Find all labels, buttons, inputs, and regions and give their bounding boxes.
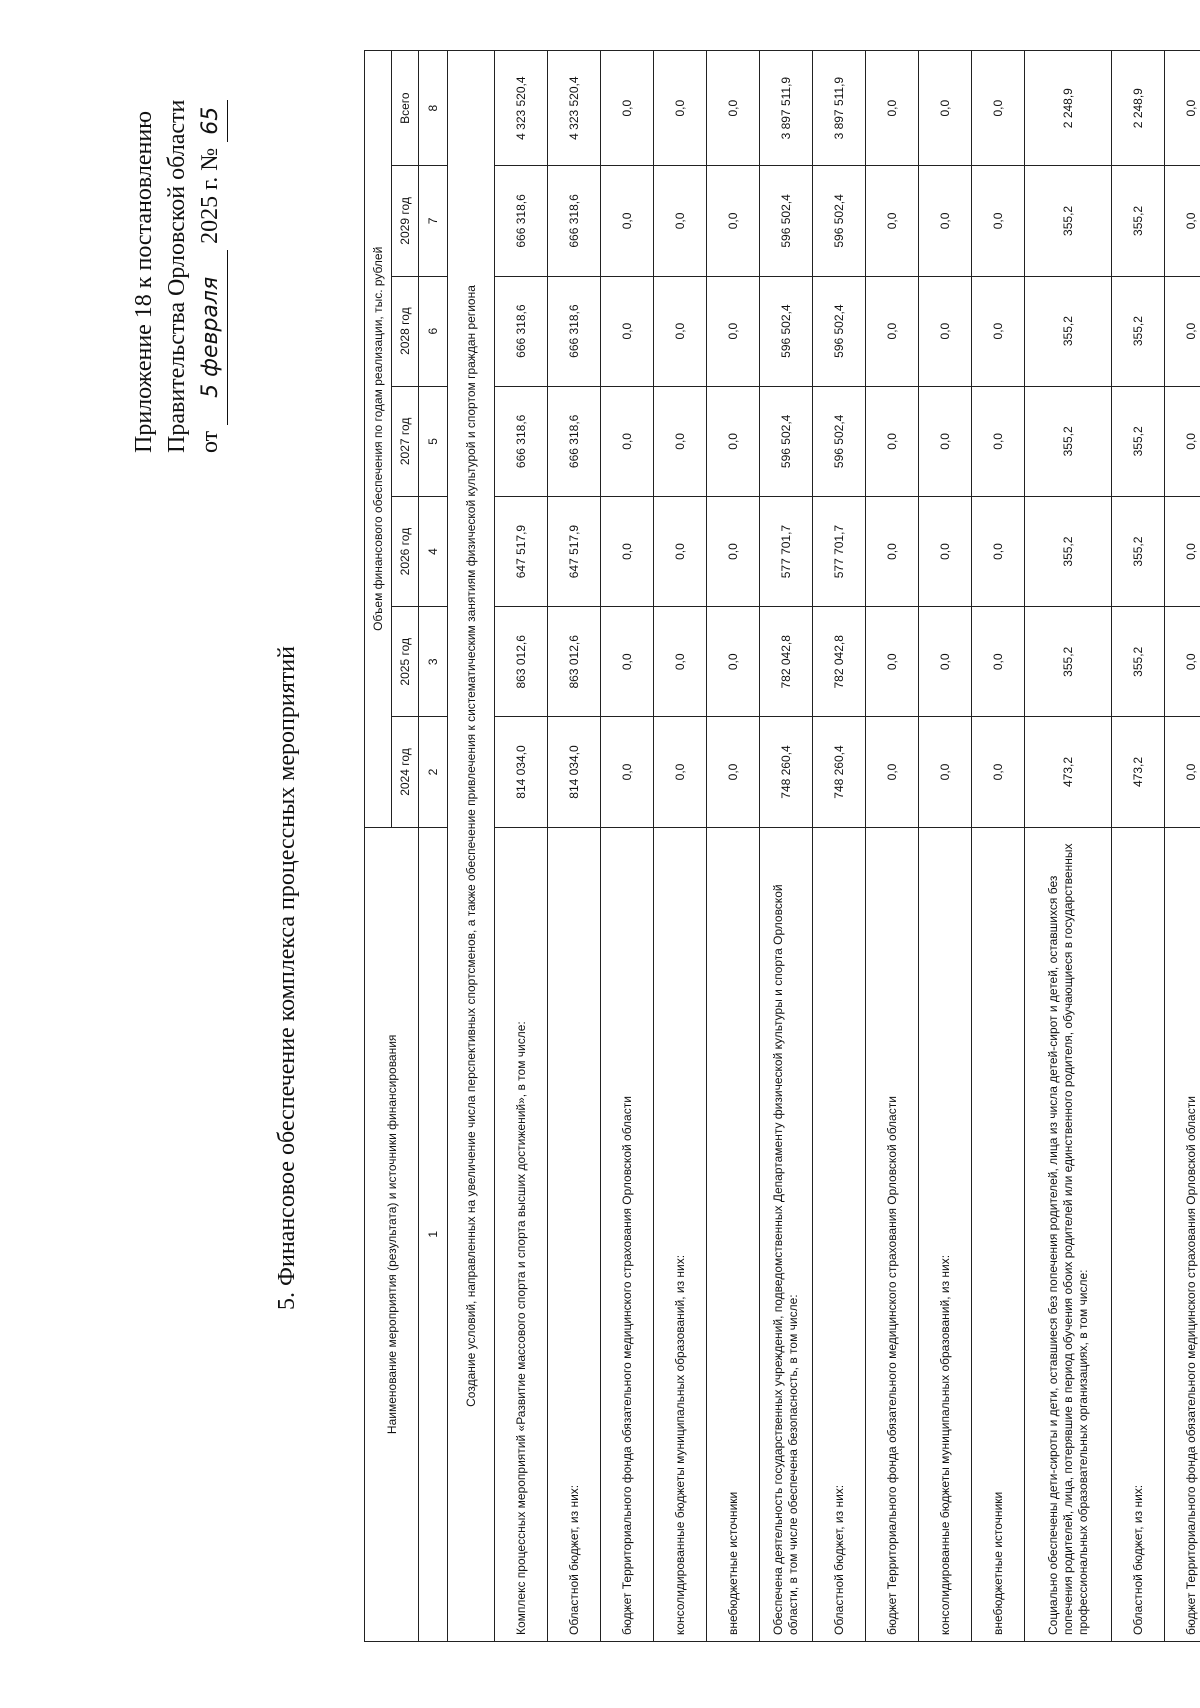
table-row bbox=[760, 51, 813, 1642]
year-value-cell: 0,0 bbox=[1165, 166, 1200, 276]
table-row bbox=[1025, 51, 1112, 1642]
table-row bbox=[548, 51, 601, 1642]
year-value-cell: 596 502,4 bbox=[813, 386, 866, 496]
row-name-cell: бюджет Территориального фонда обязательного медицинского страхования Орловской области bbox=[601, 827, 654, 1641]
year-value-cell: 0,0 bbox=[866, 607, 919, 717]
year-value-cell: 596 502,4 bbox=[760, 166, 813, 276]
row-name-cell: внебюджетные источники bbox=[707, 827, 760, 1641]
column-number: 8 bbox=[419, 51, 448, 166]
table-row bbox=[707, 51, 760, 1642]
year-value-cell: 0,0 bbox=[654, 607, 707, 717]
table-row bbox=[1112, 51, 1165, 1642]
year-value-cell: 0,0 bbox=[601, 166, 654, 276]
table-row bbox=[919, 51, 972, 1642]
year-value-cell: 0,0 bbox=[601, 496, 654, 606]
total-cell: 0,0 bbox=[707, 51, 760, 166]
appendix-line-2: Правительства Орловской области bbox=[164, 99, 190, 453]
column-number: 1 bbox=[419, 827, 448, 1641]
row-name-cell: консолидированные бюджеты муниципальных образований, из них: bbox=[919, 827, 972, 1641]
year-value-cell: 0,0 bbox=[707, 166, 760, 276]
year-value-cell: 596 502,4 bbox=[760, 386, 813, 496]
year-value-cell: 0,0 bbox=[972, 276, 1025, 386]
year-value-cell: 0,0 bbox=[601, 717, 654, 827]
total-cell: 3 897 511,9 bbox=[813, 51, 866, 166]
year-value-cell: 355,2 bbox=[1025, 607, 1112, 717]
year-value-cell: 0,0 bbox=[972, 386, 1025, 496]
row-name-cell: Обеспечена деятельность государственных учреждений, подведомственных Департаменту физической культуры и спорта Орловской области, в том числе обеспечена безопасность, в том числе: bbox=[760, 827, 813, 1641]
year-value-cell: 0,0 bbox=[1165, 496, 1200, 606]
year-value-cell: 748 260,4 bbox=[760, 717, 813, 827]
year-value-cell: 596 502,4 bbox=[760, 276, 813, 386]
table-header-row bbox=[365, 51, 392, 1642]
appendix-line-3 bbox=[194, 53, 228, 453]
appendix-line-1: Приложение 18 к постановлению bbox=[131, 110, 157, 453]
year-value-cell: 0,0 bbox=[654, 386, 707, 496]
row-name-cell: Областной бюджет, из них: bbox=[1112, 827, 1165, 1641]
year-value-cell: 0,0 bbox=[919, 607, 972, 717]
total-cell: 4 323 520,4 bbox=[548, 51, 601, 166]
row-name-cell: Социально обеспечены дети-сироты и дети, оставшиеся без попечения родителей, лица из числа детей-сирот и детей, оставшихся без попечения родителей, лица, потерявшие в период обучения обоих родителей или единственного родителя, обучающиеся в государственных профессиональных образовательных организациях, в том числе: bbox=[1025, 827, 1112, 1641]
col-name-header: Наименование мероприятия (результата) и источники финансирования bbox=[365, 827, 419, 1641]
year-value-cell: 0,0 bbox=[707, 717, 760, 827]
table-row bbox=[1165, 51, 1200, 1642]
year-header: 2027 год bbox=[392, 386, 419, 496]
year-value-cell: 355,2 bbox=[1112, 166, 1165, 276]
table-row bbox=[601, 51, 654, 1642]
total-header: Всего bbox=[392, 51, 419, 166]
handwritten-number: 65 bbox=[194, 100, 228, 142]
year-value-cell: 647 517,9 bbox=[548, 496, 601, 606]
year-value-cell: 0,0 bbox=[972, 607, 1025, 717]
year-value-cell: 0,0 bbox=[972, 717, 1025, 827]
year-value-cell: 0,0 bbox=[1165, 386, 1200, 496]
table-row bbox=[972, 51, 1025, 1642]
year-value-cell: 0,0 bbox=[654, 717, 707, 827]
year-value-cell: 355,2 bbox=[1112, 386, 1165, 496]
year-value-cell: 748 260,4 bbox=[813, 717, 866, 827]
year-value-cell: 0,0 bbox=[919, 386, 972, 496]
year-value-cell: 0,0 bbox=[601, 386, 654, 496]
year-value-cell: 355,2 bbox=[1112, 276, 1165, 386]
total-cell: 3 897 511,9 bbox=[760, 51, 813, 166]
year-value-cell: 0,0 bbox=[654, 496, 707, 606]
row-name-cell: Комплекс процессных мероприятий «Развитие массового спорта и спорта высших достижений», в том числе: bbox=[495, 827, 548, 1641]
year-value-cell: 666 318,6 bbox=[548, 166, 601, 276]
year-value-cell: 814 034,0 bbox=[548, 717, 601, 827]
table-row bbox=[813, 51, 866, 1642]
row-name-cell: бюджет Территориального фонда обязательного медицинского страхования Орловской области bbox=[1165, 827, 1200, 1641]
year-value-cell: 666 318,6 bbox=[495, 166, 548, 276]
section-row-text: Создание условий, направленных на увеличение числа перспективных спортсменов, а также обеспечение привлечения к систематическим занятиям физической культурой и спортом граждан региона bbox=[448, 51, 495, 1642]
year-value-cell: 596 502,4 bbox=[813, 276, 866, 386]
year-value-cell: 666 318,6 bbox=[548, 276, 601, 386]
year-value-cell: 355,2 bbox=[1112, 607, 1165, 717]
column-number-row bbox=[419, 51, 448, 1642]
total-cell: 2 248,9 bbox=[1112, 51, 1165, 166]
year-value-cell: 0,0 bbox=[972, 496, 1025, 606]
year-value-cell: 666 318,6 bbox=[548, 386, 601, 496]
year-value-cell: 0,0 bbox=[866, 166, 919, 276]
year-value-cell: 473,2 bbox=[1025, 717, 1112, 827]
year-value-cell: 0,0 bbox=[866, 386, 919, 496]
year-value-cell: 355,2 bbox=[1112, 496, 1165, 606]
year-header: 2026 год bbox=[392, 496, 419, 606]
column-number: 7 bbox=[419, 166, 448, 276]
year-value-cell: 0,0 bbox=[654, 276, 707, 386]
year-value-cell: 0,0 bbox=[601, 276, 654, 386]
column-number: 6 bbox=[419, 276, 448, 386]
year-value-cell: 596 502,4 bbox=[813, 166, 866, 276]
table-row bbox=[654, 51, 707, 1642]
year-value-cell: 666 318,6 bbox=[495, 276, 548, 386]
year-value-cell: 666 318,6 bbox=[495, 386, 548, 496]
row-name-cell: бюджет Территориального фонда обязательного медицинского страхования Орловской области bbox=[866, 827, 919, 1641]
total-cell: 0,0 bbox=[1165, 51, 1200, 166]
year-header: 2029 год bbox=[392, 166, 419, 276]
year-value-cell: 577 701,7 bbox=[813, 496, 866, 606]
year-value-cell: 782 042,8 bbox=[760, 607, 813, 717]
year-value-cell: 0,0 bbox=[866, 717, 919, 827]
year-value-cell: 0,0 bbox=[707, 607, 760, 717]
year-value-cell: 814 034,0 bbox=[495, 717, 548, 827]
column-number: 2 bbox=[419, 717, 448, 827]
column-number: 5 bbox=[419, 386, 448, 496]
year-value-cell: 0,0 bbox=[919, 166, 972, 276]
year-value-cell: 863 012,6 bbox=[548, 607, 601, 717]
year-value-cell: 355,2 bbox=[1025, 386, 1112, 496]
year-value-cell: 647 517,9 bbox=[495, 496, 548, 606]
year-value-cell: 0,0 bbox=[1165, 607, 1200, 717]
year-value-cell: 577 701,7 bbox=[760, 496, 813, 606]
table-row bbox=[495, 51, 548, 1642]
financing-table bbox=[364, 50, 1200, 1642]
row-name-cell: внебюджетные источники bbox=[972, 827, 1025, 1641]
year-value-cell: 0,0 bbox=[707, 276, 760, 386]
handwritten-date: 5 февраля bbox=[194, 250, 228, 425]
row-name-cell: консолидированные бюджеты муниципальных образований, из них: bbox=[654, 827, 707, 1641]
year-value-cell: 355,2 bbox=[1025, 276, 1112, 386]
year-and-number-label: 2025 г. № bbox=[197, 147, 223, 244]
year-header: 2024 год bbox=[392, 717, 419, 827]
total-cell: 4 323 520,4 bbox=[495, 51, 548, 166]
year-value-cell: 0,0 bbox=[1165, 276, 1200, 386]
year-value-cell: 0,0 bbox=[601, 607, 654, 717]
total-cell: 0,0 bbox=[919, 51, 972, 166]
year-header: 2025 год bbox=[392, 607, 419, 717]
total-cell: 0,0 bbox=[601, 51, 654, 166]
table-row bbox=[866, 51, 919, 1642]
total-cell: 0,0 bbox=[654, 51, 707, 166]
year-value-cell: 0,0 bbox=[654, 166, 707, 276]
year-value-cell: 863 012,6 bbox=[495, 607, 548, 717]
row-name-cell: Областной бюджет, из них: bbox=[813, 827, 866, 1641]
year-value-cell: 0,0 bbox=[972, 166, 1025, 276]
year-value-cell: 0,0 bbox=[919, 496, 972, 606]
year-value-cell: 0,0 bbox=[1165, 717, 1200, 827]
year-value-cell: 782 042,8 bbox=[813, 607, 866, 717]
year-value-cell: 0,0 bbox=[919, 717, 972, 827]
year-value-cell: 355,2 bbox=[1025, 166, 1112, 276]
year-value-cell: 0,0 bbox=[707, 386, 760, 496]
column-number: 3 bbox=[419, 607, 448, 717]
year-value-cell: 0,0 bbox=[866, 496, 919, 606]
column-number: 4 bbox=[419, 496, 448, 606]
funding-group-header: Объем финансового обеспечения по годам реализации, тыс. рублей bbox=[365, 51, 392, 828]
year-value-cell: 0,0 bbox=[866, 276, 919, 386]
total-cell: 0,0 bbox=[972, 51, 1025, 166]
total-cell: 2 248,9 bbox=[1025, 51, 1112, 166]
section-title: 5. Финансовое обеспечение комплекса процессных мероприятий bbox=[274, 646, 300, 1310]
year-header: 2028 год bbox=[392, 276, 419, 386]
row-name-cell: Областной бюджет, из них: bbox=[548, 827, 601, 1641]
year-value-cell: 0,0 bbox=[707, 496, 760, 606]
year-value-cell: 355,2 bbox=[1025, 496, 1112, 606]
year-value-cell: 473,2 bbox=[1112, 717, 1165, 827]
year-value-cell: 0,0 bbox=[919, 276, 972, 386]
date-prefix: от bbox=[197, 430, 223, 453]
appendix-header bbox=[128, 53, 228, 453]
section-row bbox=[448, 51, 495, 1642]
total-cell: 0,0 bbox=[866, 51, 919, 166]
